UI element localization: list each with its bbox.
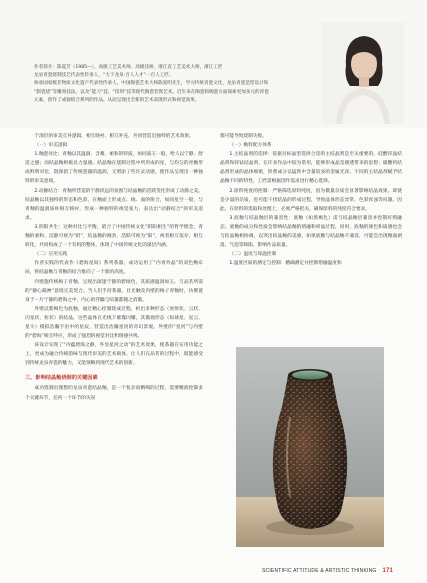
paragraph: 外壁以紫褐色为底釉，通过精心控制烧成过程，析出多种形态（放射状、云状、闪星状、粒状）的结晶，这些晶体在光线下璀璨闪耀，其微观形态（如球星、星云、星斗）模拟浩瀚宇宙中的星辰，营造出浩瀚星河的奇幻景观。外壁的“星河”与内壁的“碧海”相互呼应，形成了强烈的视觉对比和情感共鸣。 — [25, 306, 203, 340]
vase-photo — [236, 347, 384, 547]
section-subheading: （一）釉料配方体系 — [229, 143, 272, 149]
paragraph: 2.动静结合：青釉所营造的宁静淡远的氛围与结晶釉的活跃变化形成了动静之美。结晶釉以其独特的形态和色彩，在釉面上形成点、线、面的组合，如同星空一般，与青釉的温润质朴相互映衬，形成一种独特的视觉张力，表达出“动静结合”的审美追求。 — [25, 188, 203, 221]
paragraph: 该设计实现了“内蕴碧海之静，外显星河之动”的艺术效果，使茶器在实用功能之上，更成为融合传统韵味与现代审美的艺术载体，让人们在品茗的过程中，既能感受到传统龙泉青瓷的魅力，又能领略到现代艺术的创新。 — [25, 343, 203, 367]
page-footer — [262, 568, 393, 574]
paragraph: 成功烧制出理想的龙泉青瓷结晶釉，是一个复杂而精细的过程，需要精准控制多个关键环节，任何一个环节的失误 — [25, 386, 203, 401]
paragraph: 1.釉瓷对比：青釉以其温润、含蓄、柔和的特质，如同质玉一般，给人以宁静、舒适之感；而结晶釉则极具力量感。结晶釉在烧制过程中所形成的星，与均匀的青釉形成鲜明对比，既保留了传统瓷器的温润，又增添了些许灵动感，使作品呈现出一种独特的审美意境。 — [25, 152, 203, 185]
paragraph: 1.主结晶剂的选择：依据目标晶型选择合适的主结晶剂是至关重要的。硅酸锌晶结晶剂和锌钛结晶剂，在许多作品中较为常用，能够形成晶莹剔透带来的思想；碳酸钙结晶剂形成的晶体细密，铁系成分以锰铁中含量较多的金属光泽，不同的主结晶剂赋予结晶釉不同的特性，工匠需根据创作需求进行精心选择。 — [220, 152, 402, 185]
paragraph: 3.阴阳共生：这种对比与平衡，暗合了中国传统文化“阴阳相生”的哲学理念。青釉的柔和、沉静可视为“阴”，结晶釉的刚劲、活跃可视为“阳”，两者相互依存、相互转化，共同构成了一个有机的整体，体现了中国传统文化的深层内涵。 — [25, 224, 203, 249]
bio-line: “制瓷烧”等雕刻技法，以及“能刀”技、“印刻”技等现代陶瓷装饰艺术。近年来在陶瓷和陶瓷方面探索更加多元的青瓷 — [34, 89, 269, 95]
page-number: 171 — [382, 568, 394, 574]
journal-name: SCIENTIFIC ATTITUDE & ARTISTIC THINKING — [262, 568, 377, 574]
bio-line: 龙泉青瓷烧制技艺代表性传承人，“大下龙泉·百人人才”一百人工匠。 — [34, 73, 174, 79]
author-bio — [34, 64, 290, 105]
bio-line: 师承国家级非物质文化遗产代表性传承人、中国陶瓷艺术大师陈爱明先生，学习传统青瓷文化，龙泉青瓷造型设计和 — [34, 81, 269, 87]
section-subheading: （一）审美逻辑 — [34, 143, 68, 149]
paragraph: 于深层的审美互补逻辑，相互映衬、相互补充，共同营造出独特的艺术效果。 — [34, 134, 194, 139]
paragraph: 3.底釉与结晶釉层的兼容性：底釉（如黑褐色）需与结晶釉层兼容并控制好熔融态。底釉的成分和性质会影响结晶釉的熔融和析晶过程，同时，底釉的颜色和质感也会与结晶釉相协调，以突出结晶釉的美感，如果底釉与结晶釉不兼容，可能会出现釉面剥落、气泡等缺陷，影响作品质量。 — [220, 215, 402, 249]
paragraph: 作者实践的代表作《碧海星间》系列茶器，成功运用了“内青外晶”的双色釉布局，将结晶釉与青釉的结合推向了一个新的高度。 — [25, 261, 203, 276]
author-portrait — [322, 22, 404, 124]
paragraph: 1.温度区间的测定与控制：精确测定并控制熔融温度和 — [229, 261, 342, 267]
section-subheading: （二）温度与保温控制 — [229, 252, 277, 258]
section-subheading: （二）应用实践 — [34, 252, 68, 258]
paragraph: 都可能导致烧制失败。 — [220, 134, 267, 139]
paragraph: 2.原料纯度的控制：严格筛选原料纯度，因为微量杂质会显著影响结晶效果。即使是少量的杂质，也可能干扰结晶的形成过程，导致晶体形态异常、色彩浑浊等问题。因此，在原料的选取和处理上，必须严格把关，确保原料的纯度符合要求。 — [220, 188, 402, 212]
paragraph: 内壁施传统梅子青釉，呈现出深邃宁静的碧绿色，其质感温润如玉，与品茗所需的“静心凝神”意境完美契合。当人们手持茶器，目光触及内壁的梅子青釉时，仿佛置身于一片宁静的碧海之中，内心的浮躁与喧嚣都随之消散。 — [25, 279, 203, 303]
bio-line: 作者简介：陈夏芳（1985—），高级工艺美术师，高级技师，浙江省工艺美术大师，浙江工匠 — [34, 65, 223, 70]
right-column — [220, 132, 402, 268]
left-column — [25, 132, 203, 403]
bio-line: 元素，创作了成独组合系列的作品。从而呈现出全新的艺术表现形式和视觉效果。 — [34, 97, 200, 103]
section-heading: 三、影响结晶釉烧制的关键因素 — [25, 375, 98, 382]
